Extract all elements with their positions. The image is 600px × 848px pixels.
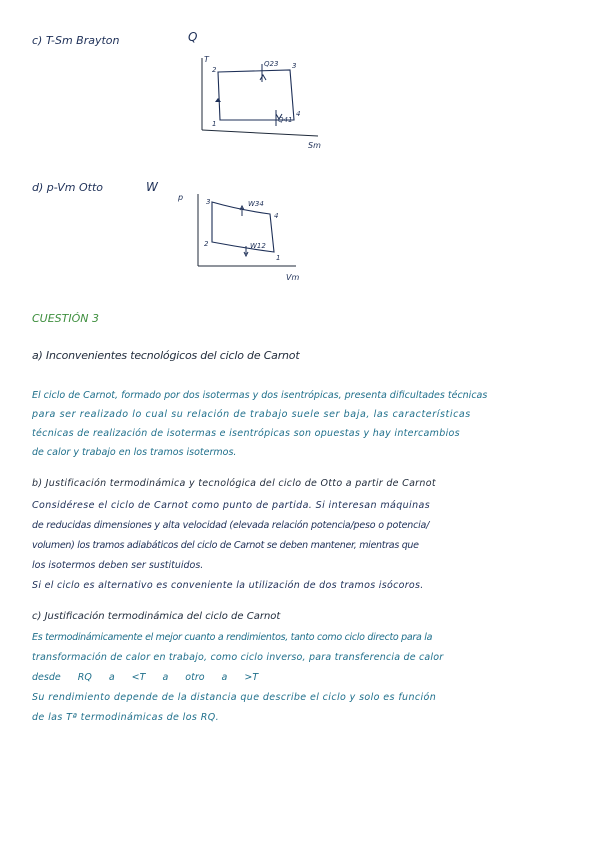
diagram-c-corner-mark: Q bbox=[188, 30, 198, 44]
part-c-line: de las Tª termodinámicas de los RQ. bbox=[32, 712, 219, 723]
diagram-d-heading: d) p-Vm Otto bbox=[32, 181, 104, 194]
diagram-c-axis-y: T bbox=[204, 55, 209, 64]
diagram-c-heading: c) T-Sm Brayton bbox=[32, 34, 120, 47]
part-a-line: de calor y trabajo en los tramos isotermos. bbox=[32, 447, 237, 458]
part-a-heading: a) Inconvenientes tecnológicos del ciclo de Carnot bbox=[32, 349, 300, 362]
part-b-line: Si el ciclo es alternativo es conveniente la utilización de dos tramos isócoros. bbox=[32, 580, 424, 591]
part-b-line: Considérese el ciclo de Carnot como punto de partida. Si interesan máquinas bbox=[32, 500, 431, 511]
part-b-line: de reducidas dimensiones y alta velocidad (elevada relación potencia/peso o potencia/ bbox=[32, 520, 430, 531]
part-c-line: desde RQ a <T a otro a >T bbox=[32, 672, 259, 683]
part-c-body bbox=[32, 628, 572, 728]
diagram-d-axis-x: Vm bbox=[286, 273, 300, 282]
part-c-line: transformación de calor en trabajo, como ciclo inverso, para transferencia de calor bbox=[32, 652, 444, 663]
diagram-d-point-4: 4 bbox=[274, 212, 279, 220]
diagram-d-axis-y: p bbox=[178, 193, 184, 202]
part-c-line: Es termodinámicamente el mejor cuanto a rendimientos, tanto como ciclo directo para la bbox=[32, 632, 433, 643]
diagram-d-work-out: W34 bbox=[248, 200, 264, 208]
diagram-d-pv-otto bbox=[170, 190, 310, 290]
diagram-d-corner-mark: W bbox=[146, 180, 158, 194]
diagram-c-axis-x: Sm bbox=[308, 141, 321, 150]
diagram-c-heat-in: Q23 bbox=[264, 60, 279, 68]
part-b-line: los isotermos deben ser sustituidos. bbox=[32, 560, 204, 571]
diagram-c-heat-out: Q41 bbox=[278, 116, 293, 124]
diagram-c-point-1: 1 bbox=[212, 120, 217, 128]
part-a-body bbox=[32, 386, 572, 462]
part-b-body bbox=[32, 496, 572, 596]
part-a-line: técnicas de realización de isotermas e isentrópicas son opuestas y hay intercambios bbox=[32, 428, 460, 439]
diagram-c-point-4: 4 bbox=[296, 110, 301, 118]
part-b-heading: b) Justificación termodinámica y tecnológica del ciclo de Otto a partir de Carnot bbox=[32, 478, 436, 489]
part-a-line: El ciclo de Carnot, formado por dos isotermas y dos isentrópicas, presenta dificultades técnicas bbox=[32, 390, 488, 401]
part-a-line: para ser realizado lo cual su relación de trabajo suele ser baja, las características bbox=[32, 409, 471, 420]
diagram-c-point-3: 3 bbox=[292, 62, 297, 70]
diagram-d-point-3: 3 bbox=[206, 198, 211, 206]
section-title: CUESTIÓN 3 bbox=[32, 312, 100, 325]
diagram-c-point-2: 2 bbox=[212, 66, 217, 74]
diagram-d-point-2: 2 bbox=[204, 240, 209, 248]
part-c-line: Su rendimiento depende de la distancia que describe el ciclo y solo es función bbox=[32, 692, 437, 703]
part-c-heading: c) Justificación termodinámica del ciclo de Carnot bbox=[32, 611, 281, 622]
diagram-d-work-in: W12 bbox=[250, 242, 266, 250]
diagram-c-ts-brayton bbox=[180, 50, 340, 150]
part-b-line: volumen) los tramos adiabáticos del ciclo de Carnot se deben mantener, mientras que bbox=[32, 540, 419, 551]
diagram-d-point-1: 1 bbox=[276, 254, 281, 262]
